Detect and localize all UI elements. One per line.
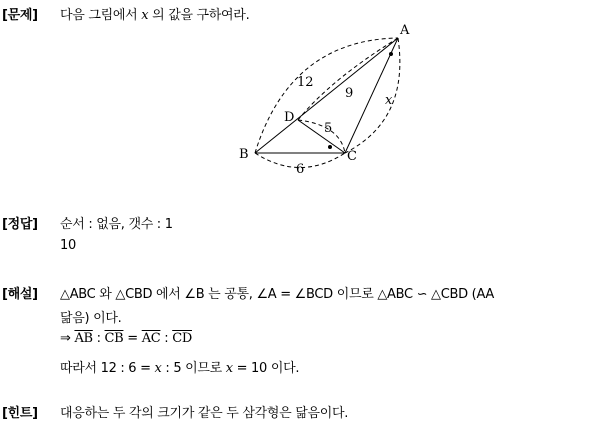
problem-tag: [문제]: [2, 8, 38, 23]
segment-cb-text: $\overline{CB}$: [104, 331, 124, 346]
explanation-line-1: △ABC 와 △CBD 에서 ∠B 는 공통, ∠A = ∠BCD 이므로 △ABC ∽ △CBD (AA: [60, 287, 494, 302]
ratio-colon: :: [160, 331, 173, 346]
angle-mark-c: [328, 145, 332, 149]
problem-text-after: 의 값을 구하여라.: [148, 8, 250, 23]
explanation-line-2: 닮음) 이다.: [60, 311, 122, 326]
length-ad: 9: [345, 86, 354, 101]
length-ab: 12: [297, 75, 314, 90]
answer-tag: [정답]: [2, 217, 38, 232]
explanation-line-4: [60, 357, 299, 376]
line4-pre: 따라서 12 : 6 =: [60, 361, 155, 376]
answer-line-2: 10: [60, 238, 76, 253]
line4-x1: x: [154, 361, 162, 376]
explanation-tag: [해설]: [2, 287, 38, 302]
problem-variable: x: [141, 8, 149, 23]
vertex-d: D: [284, 110, 295, 125]
segment-cd-text: $\overline{CD}$: [172, 331, 192, 346]
length-dc: 5: [324, 121, 333, 136]
vertex-a: A: [400, 23, 410, 38]
length-bc: 6: [296, 162, 305, 177]
line4-mid: : 5 이므로: [161, 361, 226, 376]
explanation-line-3: [60, 331, 192, 346]
answer-line-1: 순서 : 없음, 갯수 : 1: [60, 217, 173, 232]
ratio-colon: :: [92, 331, 105, 346]
segment-ab-text: $\overline{AB}$: [74, 331, 93, 346]
equals-sign: =: [123, 331, 142, 346]
vertex-c: C: [347, 149, 357, 164]
hint-tag: [힌트]: [2, 406, 38, 421]
vertex-b: B: [239, 147, 249, 162]
line4-post: = 10 이다.: [232, 361, 300, 376]
length-ac: x: [385, 93, 393, 108]
line4-x2: x: [225, 361, 233, 376]
angle-mark-a: [389, 52, 393, 56]
problem-text-before: 다음 그림에서: [60, 8, 142, 23]
segment-ac-text: $\overline{AC}$: [141, 331, 161, 346]
implies-arrow: ⇒: [60, 331, 75, 346]
segment-dc: [298, 120, 345, 153]
hint-text: 대응하는 두 각의 크기가 같은 두 삼각형은 닮음이다.: [60, 406, 349, 421]
